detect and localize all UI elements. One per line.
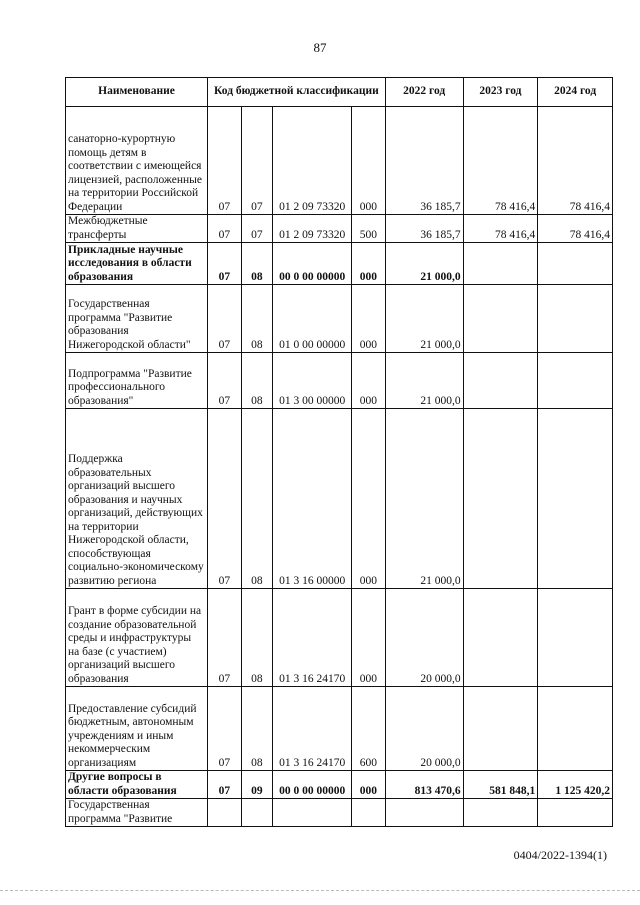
budget-table	[65, 77, 613, 827]
section-code: 07	[208, 243, 242, 285]
value-2022: 813 470,6	[385, 771, 463, 799]
subsection-code	[241, 799, 273, 827]
row-name: Государственная программа "Развитие	[66, 799, 208, 827]
subsection-code: 08	[241, 589, 273, 687]
expense-type-code: 000	[352, 353, 386, 409]
value-2024	[538, 285, 613, 353]
table-row	[66, 215, 613, 243]
table-row	[66, 589, 613, 687]
section-code: 07	[208, 285, 242, 353]
value-2022: 20 000,0	[385, 687, 463, 771]
target-article-code	[273, 799, 352, 827]
value-2024	[538, 589, 613, 687]
subsection-code: 08	[241, 409, 273, 589]
target-article-code: 00 0 00 00000	[273, 771, 352, 799]
table-row	[66, 243, 613, 285]
bottom-divider	[0, 890, 640, 892]
target-article-code: 01 3 16 24170	[273, 589, 352, 687]
value-2023	[463, 285, 538, 353]
table-row	[66, 353, 613, 409]
section-code	[208, 799, 242, 827]
value-2022: 21 000,0	[385, 285, 463, 353]
expense-type-code: 000	[352, 285, 386, 353]
value-2023	[463, 409, 538, 589]
value-2024: 78 416,4	[538, 215, 613, 243]
expense-type-code: 000	[352, 409, 386, 589]
value-2022: 36 185,7	[385, 215, 463, 243]
target-article-code: 00 0 00 00000	[273, 243, 352, 285]
header-2024: 2024 год	[538, 78, 613, 107]
value-2024	[538, 243, 613, 285]
expense-type-code	[352, 799, 386, 827]
section-code: 07	[208, 215, 242, 243]
section-code: 07	[208, 353, 242, 409]
subsection-code: 07	[241, 107, 273, 215]
section-code: 07	[208, 589, 242, 687]
value-2024	[538, 799, 613, 827]
row-name: санаторно-курортную помощь детям в соответствии с имеющейся лицензией, расположенные на территории Российской Федерации	[66, 107, 208, 215]
value-2022	[385, 799, 463, 827]
value-2023	[463, 799, 538, 827]
row-name: Другие вопросы в области образования	[66, 771, 208, 799]
table-row	[66, 771, 613, 799]
header-code: Код бюджетной классификации	[208, 78, 386, 107]
table-body	[66, 107, 613, 827]
section-code: 07	[208, 107, 242, 215]
value-2022: 21 000,0	[385, 353, 463, 409]
target-article-code: 01 3 16 24170	[273, 687, 352, 771]
subsection-code: 08	[241, 687, 273, 771]
row-name: Межбюджетные трансферты	[66, 215, 208, 243]
row-name: Прикладные научные исследования в области образования	[66, 243, 208, 285]
value-2024: 1 125 420,2	[538, 771, 613, 799]
table-row	[66, 285, 613, 353]
value-2023	[463, 243, 538, 285]
header-2023: 2023 год	[463, 78, 538, 107]
document-code: 0404/2022-1394(1)	[513, 848, 607, 862]
value-2023: 581 848,1	[463, 771, 538, 799]
table-row	[66, 409, 613, 589]
expense-type-code: 000	[352, 771, 386, 799]
value-2022: 20 000,0	[385, 589, 463, 687]
target-article-code: 01 2 09 73320	[273, 215, 352, 243]
value-2024: 78 416,4	[538, 107, 613, 215]
subsection-code: 08	[241, 285, 273, 353]
expense-type-code: 000	[352, 243, 386, 285]
expense-type-code: 000	[352, 107, 386, 215]
row-name: Предоставление субсидий бюджетным, автономным учреждениям и иным некоммерческим организациям	[66, 687, 208, 771]
target-article-code: 01 3 16 00000	[273, 409, 352, 589]
table-header-row	[66, 78, 613, 107]
subsection-code: 08	[241, 243, 273, 285]
value-2023: 78 416,4	[463, 107, 538, 215]
table-row	[66, 799, 613, 827]
value-2023: 78 416,4	[463, 215, 538, 243]
header-name: Наименование	[66, 78, 208, 107]
header-2022: 2022 год	[385, 78, 463, 107]
row-name: Грант в форме субсидии на создание образовательной среды и инфраструктуры на базе (с участием) организаций высшего образования	[66, 589, 208, 687]
section-code: 07	[208, 687, 242, 771]
value-2023	[463, 589, 538, 687]
target-article-code: 01 0 00 00000	[273, 285, 352, 353]
row-name: Государственная программа "Развитие образования Нижегородской области"	[66, 285, 208, 353]
subsection-code: 07	[241, 215, 273, 243]
row-name: Подпрограмма "Развитие профессионального образования"	[66, 353, 208, 409]
value-2024	[538, 409, 613, 589]
value-2022: 36 185,7	[385, 107, 463, 215]
expense-type-code: 500	[352, 215, 386, 243]
target-article-code: 01 3 00 00000	[273, 353, 352, 409]
subsection-code: 08	[241, 353, 273, 409]
value-2023	[463, 353, 538, 409]
value-2023	[463, 687, 538, 771]
section-code: 07	[208, 409, 242, 589]
expense-type-code: 000	[352, 589, 386, 687]
value-2022: 21 000,0	[385, 243, 463, 285]
expense-type-code: 600	[352, 687, 386, 771]
subsection-code: 09	[241, 771, 273, 799]
table-row	[66, 687, 613, 771]
table-row	[66, 107, 613, 215]
row-name: Поддержка образовательных организаций высшего образования и научных организаций, действующих на территории Нижегородской области, способствующая социально-экономическому развитию региона	[66, 409, 208, 589]
target-article-code: 01 2 09 73320	[273, 107, 352, 215]
section-code: 07	[208, 771, 242, 799]
page-number: 87	[313, 40, 327, 55]
value-2022: 21 000,0	[385, 409, 463, 589]
value-2024	[538, 353, 613, 409]
value-2024	[538, 687, 613, 771]
